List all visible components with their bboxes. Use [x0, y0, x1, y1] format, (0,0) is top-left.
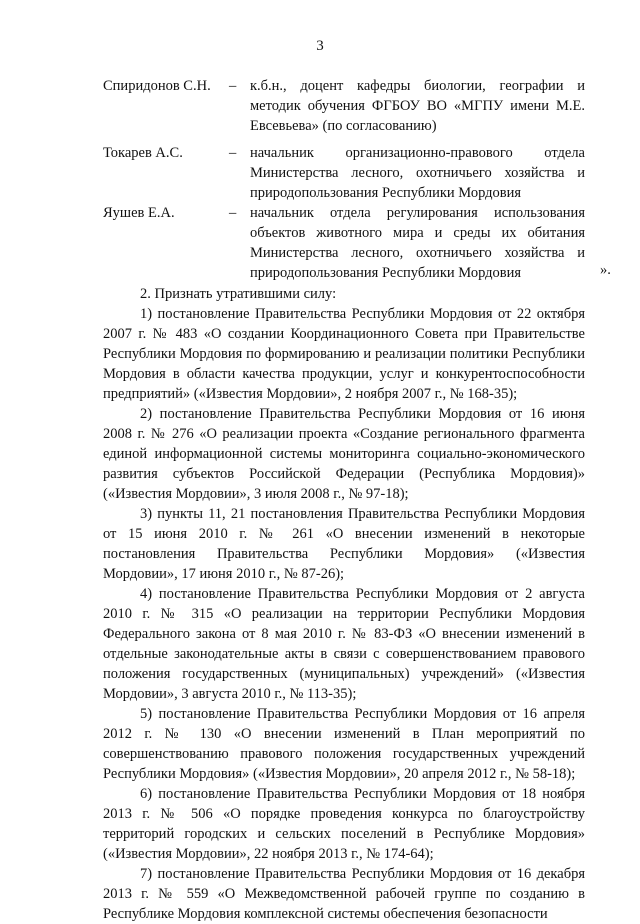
list-item: 3) пункты 11, 21 постановления Правительства Республики Мордовия от 15 июня 2010 г. № 261 «О внесении изменений в некоторые постановления Правительства Республики Мордовия» («Известия Мордовии», 17 июня 2010 г., № 87-26);	[103, 506, 585, 582]
list-item: 4) постановление Правительства Республики Мордовия от 2 августа 2010 г. № 315 «О реализации на территории Республики Мордовия Федерального закона от 8 мая 2010 г. № 83-ФЗ «О внесении изменений в отдельные законодательные акты в связи с совершенствованием правового положения государственных (муниципальных) учреждений» («Известия Мордовии», 3 августа 2010 г., № 113-35);	[103, 586, 585, 702]
member-description: начальник отдела регулирования использования объектов животного мира и среды их обитания Министерства лесного, охотничьего хозяйства и природопользования Республики Мордовия	[250, 205, 585, 281]
page-number: 3	[316, 38, 324, 54]
member-description: начальник организационно-правового отдела Министерства лесного, охотничьего хозяйства и природопользования Республики Мордовия	[250, 145, 585, 201]
list-item: 7) постановление Правительства Республики Мордовия от 16 декабря 2013 г. № 559 «О Межведомственной рабочей группе по созданию в Республике Мордовия комплексной системы обеспечения безопасности	[103, 866, 585, 922]
member-description: к.б.н., доцент кафедры биологии, географии и методик обучения ФГБОУ ВО «МГПУ имени М.Е. Евсевьева» (по согласованию)	[250, 78, 585, 134]
body-text	[103, 284, 585, 924]
member-name: Яушев Е.А.	[103, 205, 175, 221]
member-name: Токарев А.С.	[103, 145, 183, 161]
list-item: 5) постановление Правительства Республики Мордовия от 16 апреля 2012 г. № 130 «О внесении изменений в План мероприятий по совершенствованию правового положения государственных учреждений Республики Мордовия» («Известия Мордовии», 20 апреля 2012 г., № 58-18);	[103, 706, 585, 782]
member-dash: –	[229, 205, 237, 221]
member-name: Спиридонов С.Н.	[103, 78, 211, 94]
section-heading: 2. Признать утратившими силу:	[140, 286, 337, 302]
list-item: 6) постановление Правительства Республики Мордовия от 18 ноября 2013 г. № 506 «О порядке проведения конкурса по благоустройству территорий городских и сельских поселений в Республике Мордовия» («Известия Мордовии», 22 ноября 2013 г., № 174-64);	[103, 786, 585, 862]
member-dash: –	[229, 145, 237, 161]
closing-quote: ».	[600, 262, 611, 278]
list-item: 2) постановление Правительства Республики Мордовия от 16 июня 2008 г. № 276 «О реализации проекта «Создание регионального фрагмента единой информационной системы мониторинга социально-экономического развития субъектов Российской Федерации (Республика Мордовия)» («Известия Мордовии», 3 июля 2008 г., № 97-18);	[103, 406, 585, 502]
list-item: 1) постановление Правительства Республики Мордовия от 22 октября 2007 г. № 483 «О создании Координационного Совета при Правительстве Республики Мордовия по формированию и реализации политики Республики Мордовия в области качества продукции, услуг и конкурентоспособности предприятий» («Известия Мордовии», 2 ноября 2007 г., № 168-35);	[103, 306, 585, 402]
member-dash: –	[229, 78, 237, 94]
